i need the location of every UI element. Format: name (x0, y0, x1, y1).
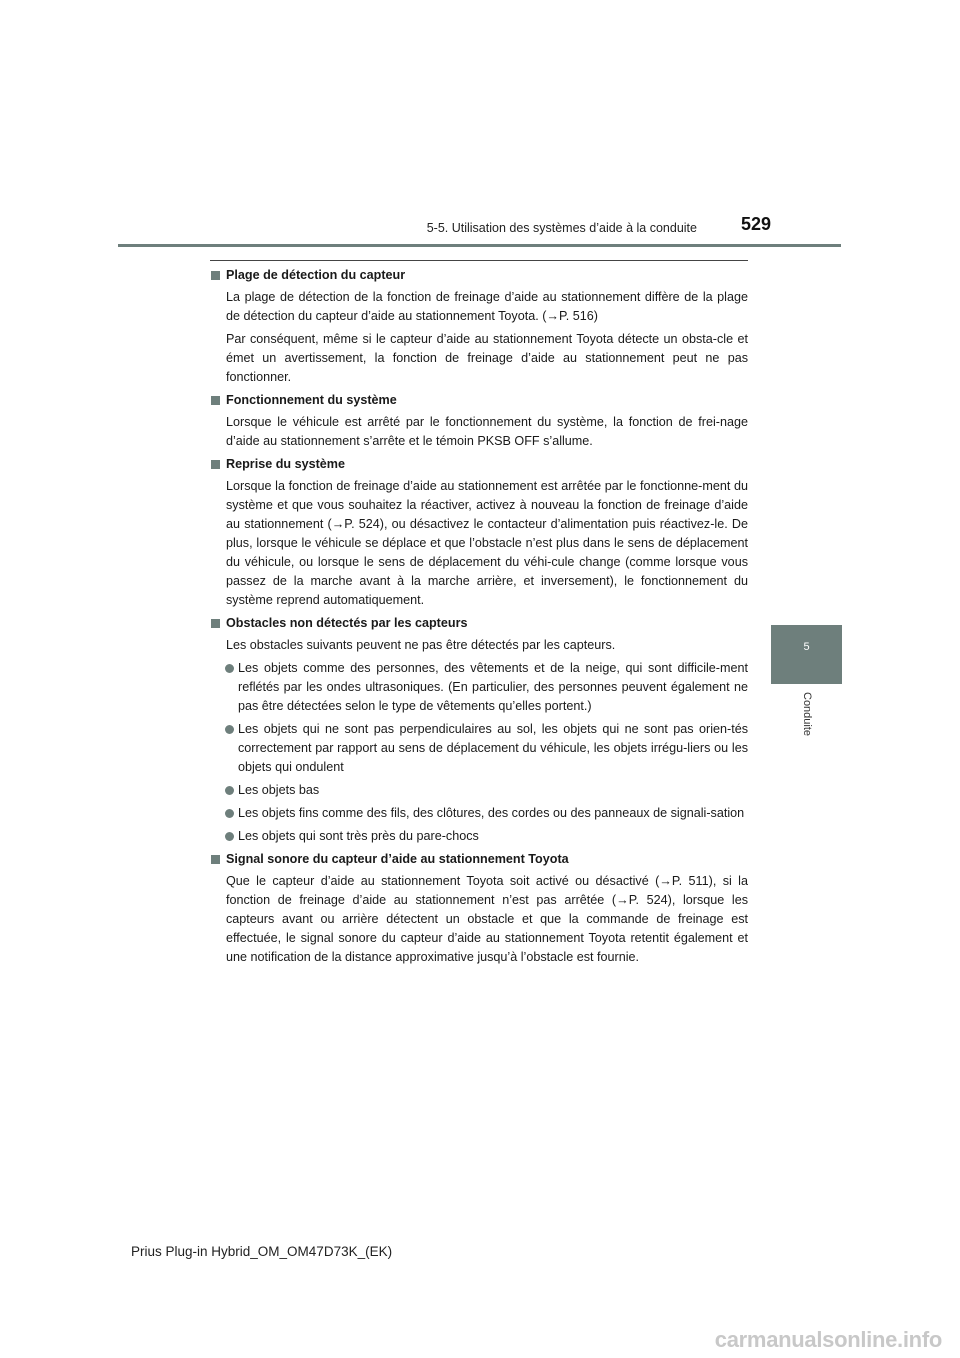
footer-document-id: Prius Plug-in Hybrid_OM_OM47D73K_(EK) (131, 1244, 393, 1259)
round-bullet-icon (225, 809, 234, 818)
list-item: Les objets bas (210, 781, 748, 800)
section-undetected-obstacles (210, 614, 748, 846)
section-title: Signal sonore du capteur d’aide au stationnement Toyota (226, 852, 569, 866)
page-number: 529 (741, 214, 772, 234)
watermark: carmanualsonline.info (714, 1327, 942, 1352)
section-title: Obstacles non détectés par les capteurs (226, 616, 468, 630)
section-title: Fonctionnement du système (226, 393, 397, 407)
paragraph: La plage de détection de la fonction de freinage d’aide au stationnement diffère de la plage de détection du capteur d’aide au stationnement Toyota. (→P. 516) (226, 290, 748, 323)
section-system-resume (210, 455, 748, 610)
paragraph: Lorsque le véhicule est arrêté par le fonctionnement du système, la fonction de frei-nage d’aide au stationnement s’arrête et le témoin PKSB OFF s’allume. (226, 415, 748, 448)
list-item: Les objets qui sont très près du pare-chocs (210, 827, 748, 846)
chapter-label: Conduite (801, 692, 813, 737)
round-bullet-icon (225, 725, 234, 734)
section-detection-range (210, 266, 748, 387)
round-bullet-icon (225, 786, 234, 795)
list-item: Les objets qui ne sont pas perpendiculaires au sol, les objets qui ne sont pas orien-tés correctement par rapport au sens de déplacement du véhicule, les objets irrégu-liers ou les objets qui ondulent (210, 720, 748, 777)
paragraph: Par conséquent, même si le capteur d’aide au stationnement Toyota détecte un obsta-cle et émet un avertissement, la fonction de freinage d’aide au stationnement peut ne pas fonctionner. (226, 332, 748, 384)
paragraph: Les obstacles suivants peuvent ne pas être détectés par les capteurs. (226, 638, 616, 652)
square-bullet-icon (211, 396, 220, 405)
section-title: Reprise du système (226, 457, 345, 471)
square-bullet-icon (211, 619, 220, 628)
header-divider (118, 244, 841, 247)
section-title: Plage de détection du capteur (226, 268, 406, 282)
chapter-number: 5 (803, 641, 810, 653)
square-bullet-icon (211, 271, 220, 280)
content-divider (210, 260, 748, 261)
round-bullet-icon (225, 664, 234, 673)
round-bullet-icon (225, 832, 234, 841)
page-content (210, 266, 748, 971)
chapter-tab (771, 625, 842, 684)
list-item: Les objets comme des personnes, des vêtements et de la neige, qui sont difficile-ment reflétés par les ondes ultrasoniques. (En particulier, des personnes peuvent également ne pas être détectées selon le type de vêtements qu’elles portent.) (210, 659, 748, 716)
section-system-operation (210, 391, 748, 451)
section-buzzer (210, 850, 748, 967)
section-heading: 5-5. Utilisation des systèmes d’aide à la conduite (426, 221, 697, 235)
list-item: Les objets fins comme des fils, des clôtures, des cordes ou des panneaux de signali-sation (210, 804, 748, 823)
square-bullet-icon (211, 460, 220, 469)
paragraph: Lorsque la fonction de freinage d’aide au stationnement est arrêtée par le fonctionne-ment du système et que vous souhaitez la réactiver, activez à nouveau la fonction de freinage d’aide au stationnement (→P. 524), ou désactivez le contacteur d’alimentation puis réactivez-le. De plus, lorsque le véhicule se déplace et que l’obstacle n’est plus dans le sens de déplacement du véhicule, ou lorsque le sens de déplacement du véhi-cule change (comme lorsque vous passez de la marche avant à la marche arrière, et inversement), le fonctionnement du système reprend automatiquement. (226, 479, 748, 607)
paragraph: Que le capteur d’aide au stationnement Toyota soit activé ou désactivé (→P. 511), si la fonction de freinage d’aide au stationnement n’est pas arrêtée (→P. 524), lorsque les capteurs avant ou arrière détectent un obstacle et que la commande de freinage est effectuée, le signal sonore du capteur d’aide au stationnement Toyota retentit également et une notification de la distance approximative jusqu’à l’obstacle est fournie. (226, 874, 748, 964)
square-bullet-icon (211, 855, 220, 864)
